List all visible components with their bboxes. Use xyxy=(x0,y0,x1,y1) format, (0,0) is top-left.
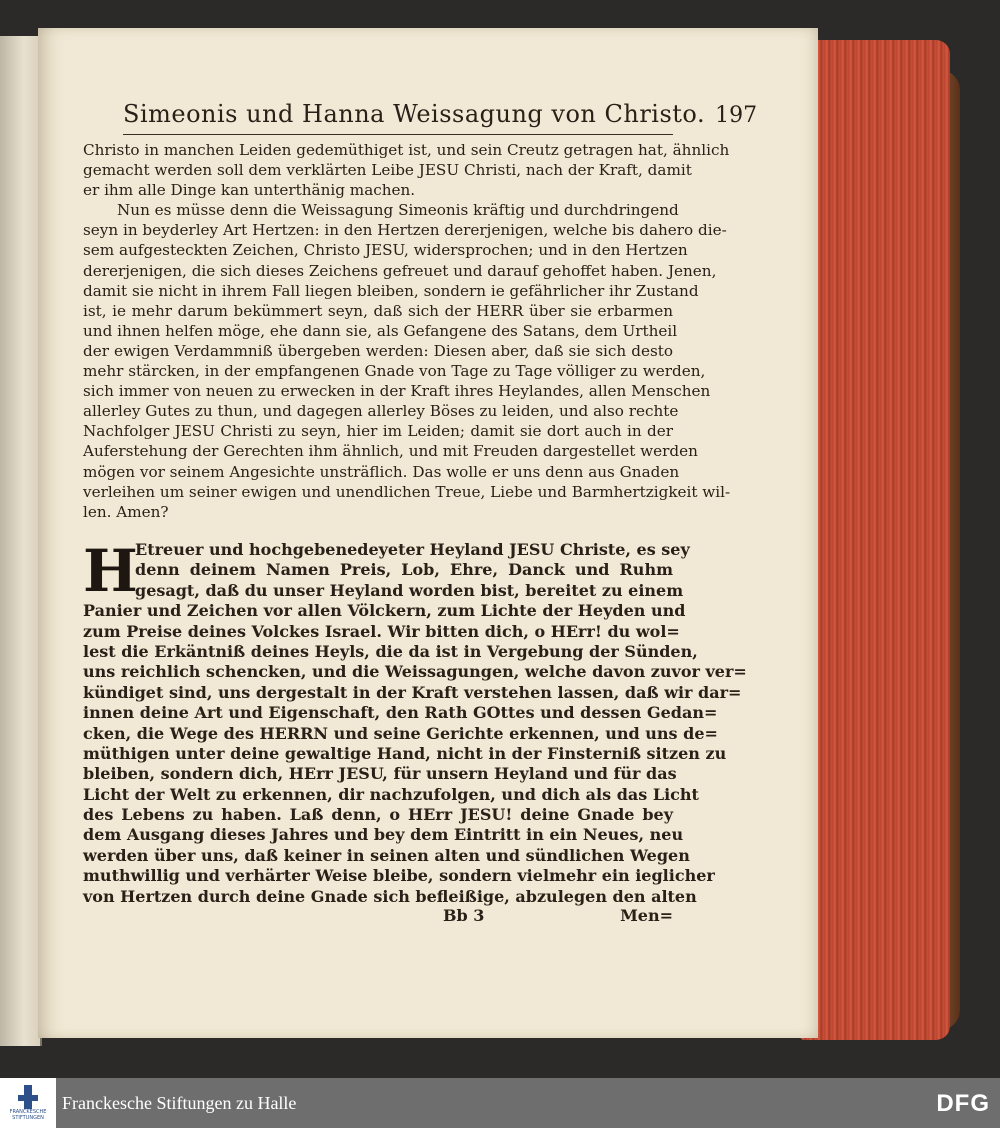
header-rule xyxy=(123,134,673,135)
text-line: des Lebens zu haben. Laß denn, o HErr JESU! deine Gnade bey xyxy=(83,805,673,825)
paragraph-prayer xyxy=(83,537,747,907)
text-line: dem Ausgang dieses Jahres und bey dem Eintritt in ein Neues, neu xyxy=(83,825,684,845)
text-line: Auferstehung der Gerechten ihm ähnlich, und mit Freuden dargestellet werden xyxy=(83,442,698,461)
dfg-logo[interactable]: DFG xyxy=(936,1090,990,1117)
left-page-edge xyxy=(0,36,42,1046)
text-line: sich immer von neuen zu erwecken in der Kraft ihres Heylandes, allen Menschen xyxy=(83,382,711,401)
text-line: Panier und Zeichen vor allen Völckern, zum Lichte der Heyden und xyxy=(83,601,686,621)
text-line: mögen vor seinem Angesichte unsträflich. Das wolle er uns denn aus Gnaden xyxy=(83,462,680,481)
text-line: zum Preise deines Volckes Israel. Wir bitten dich, o HErr! du wol= xyxy=(83,621,680,641)
catchword: Men= xyxy=(620,906,673,925)
text-line: werden über uns, daß keiner in seinen alten und sündlichen Wegen xyxy=(83,845,690,865)
text-line: gemacht werden soll dem verklärten Leibe JESU Christi, nach der Kraft, damit xyxy=(83,161,692,180)
drop-cap-initial: H xyxy=(83,537,138,605)
institution-name[interactable]: Franckesche Stiftungen zu Halle xyxy=(62,1092,297,1113)
franckesche-logo-icon xyxy=(16,1085,40,1109)
text-line: ist, ie mehr darum bekümmert seyn, daß sich der HERR über sie erbarmen xyxy=(83,301,673,320)
text-line: mehr stärcken, in der empfangenen Gnade von Tage zu Tage völliger zu werden, xyxy=(83,362,706,381)
red-page-edges xyxy=(800,40,950,1040)
text-line: dererjenigen, die sich dieses Zeichens gefreuet und darauf gehoffet haben. Jenen, xyxy=(83,261,717,280)
running-title: Simeonis und Hanna Weissagung von Christo. xyxy=(123,100,706,128)
book-page xyxy=(38,28,818,1038)
text-line: sem aufgesteckten Zeichen, Christo JESU, widersprochen; und in den Hertzen xyxy=(83,241,688,260)
text-line: Christo in manchen Leiden gedemüthiget ist, und sein Creutz getragen hat, ähnlich xyxy=(83,141,730,159)
text-line: uns reichlich schencken, und die Weissagungen, welche davon zuvor ver= xyxy=(83,662,747,682)
signature-mark: Bb 3 xyxy=(443,906,485,925)
text-line: innen deine Art und Eigenschaft, den Rath GOttes und dessen Gedan= xyxy=(83,703,718,723)
page-number: 197 xyxy=(715,103,758,128)
franckesche-logo[interactable] xyxy=(0,1078,56,1128)
text-line: verleihen um seiner ewigen und unendlichen Treue, Liebe und Barmhertzigkeit wil- xyxy=(83,482,731,501)
text-line: müthigen unter deine gewaltige Hand, nicht in der Finsterniß sitzen zu xyxy=(83,743,727,763)
text-line: len. Amen? xyxy=(83,502,169,521)
logo-text-top: FRANCKESCHE xyxy=(9,1109,47,1115)
text-line: cken, die Wege des HERRN und seine Gerichte erkennen, und uns de= xyxy=(83,723,718,743)
text-line: Nun es müsse denn die Weissagung Simeonis kräftig und durchdringend xyxy=(117,201,679,220)
text-line: Nachfolger JESU Christi zu seyn, hier im Leiden; damit sie dort auch in der xyxy=(83,422,673,441)
text-line: allerley Gutes zu thun, und dagegen allerley Böses zu leiden, und also rechte xyxy=(83,402,679,421)
text-line: denn deinem Namen Preis, Lob, Ehre, Danck und Ruhm xyxy=(135,560,673,580)
page-header xyxy=(123,100,758,134)
text-line: lest die Erkäntniß deines Heyls, die da ist in Vergebung der Sünden, xyxy=(83,641,698,661)
text-line: der ewigen Verdammniß übergeben werden: Diesen aber, daß sie sich desto xyxy=(83,341,673,360)
text-line: Licht der Welt zu erkennen, dir nachzufolgen, und dich als das Licht xyxy=(83,784,699,804)
page-footer xyxy=(83,906,673,928)
text-line: seyn in beyderley Art Hertzen: in den Hertzen dererjenigen, welche bis dahero die- xyxy=(83,221,727,240)
text-line: bleiben, sondern dich, HErr JESU, für unsern Heyland und für das xyxy=(83,764,677,784)
text-line: er ihm alle Dinge kan unterthänig machen. xyxy=(83,181,416,200)
text-line: Etreuer und hochgebenedeyeter Heyland JESU Christe, es sey xyxy=(135,540,690,559)
text-line: gesagt, daß du unser Heyland worden bist, bereitet zu einem xyxy=(135,580,684,600)
paragraph-closing-sermon xyxy=(83,140,731,522)
logo-text-bottom: STIFTUNGEN xyxy=(12,1115,44,1121)
text-line: damit sie nicht in ihrem Fall liegen bleiben, sondern ie gefährlicher ihr Zustand xyxy=(83,281,699,300)
text-line: von Hertzen durch deine Gnade sich befleißige, abzulegen den alten xyxy=(83,886,697,906)
text-line: und ihnen helfen möge, ehe dann sie, als Gefangene des Satans, dem Urtheil xyxy=(83,321,678,340)
viewer-footer-bar xyxy=(0,1078,1000,1128)
text-line: muthwillig und verhärter Weise bleibe, sondern vielmehr ein ieglicher xyxy=(83,866,715,886)
text-line: kündiget sind, uns dergestalt in der Kraft verstehen lassen, daß wir dar= xyxy=(83,682,742,702)
